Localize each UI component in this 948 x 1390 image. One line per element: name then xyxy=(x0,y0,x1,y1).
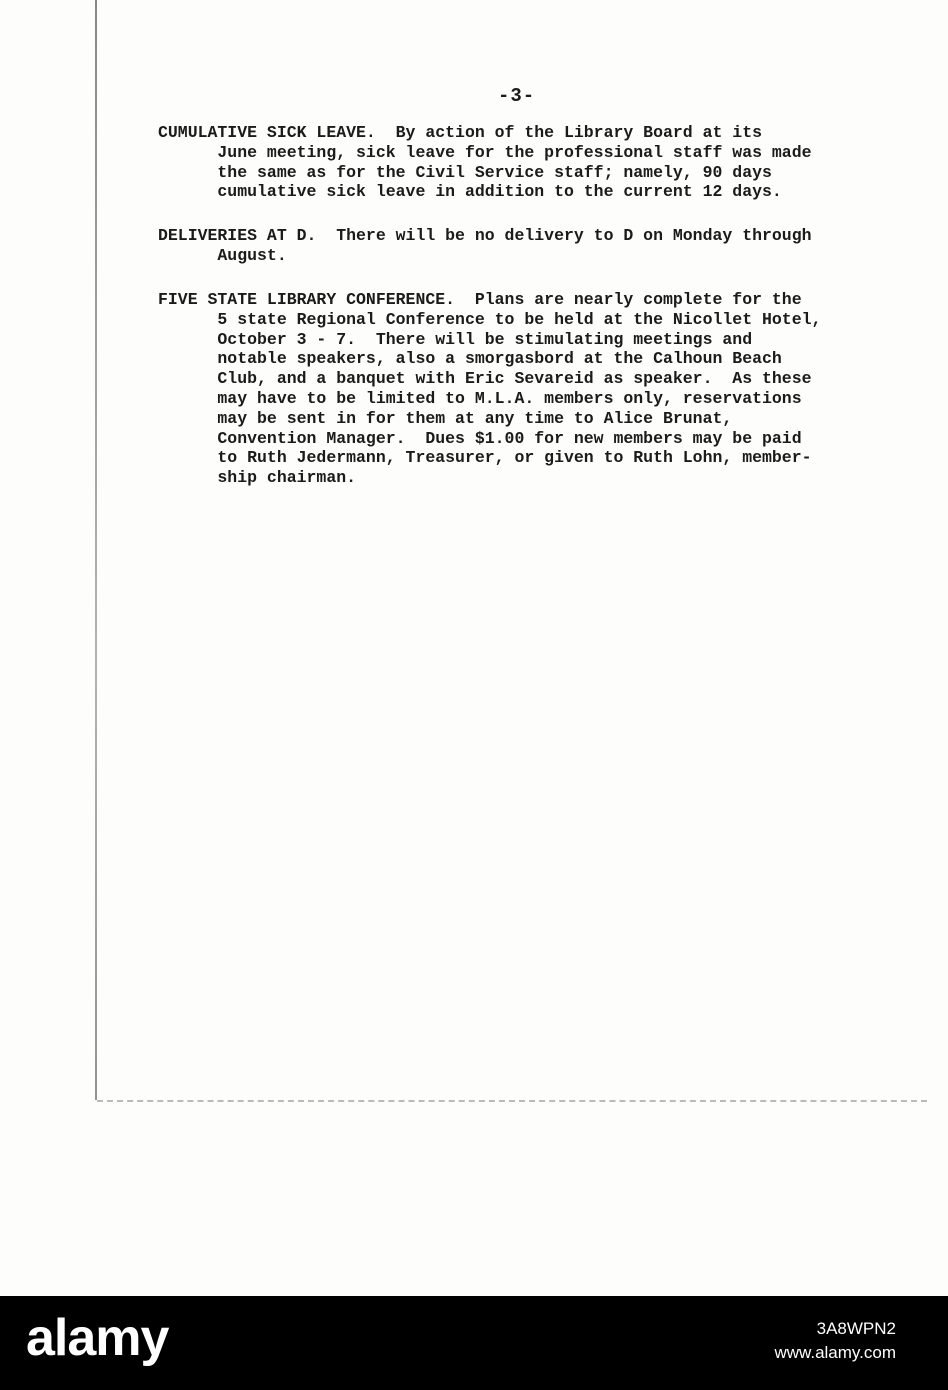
entry-line: October 3 - 7. There will be stimulating meetings and xyxy=(158,329,753,349)
entry-line: to Ruth Jedermann, Treasurer, or given to Ruth Lohn, member- xyxy=(158,448,812,468)
entry-line: August. xyxy=(158,245,287,265)
entry-line: notable speakers, also a smorgasbord at the Calhoun Beach xyxy=(158,349,782,369)
entry-line: 5 state Regional Conference to be held at the Nicollet Hotel, xyxy=(158,309,822,329)
entry-line: Convention Manager. Dues $1.00 for new members may be paid xyxy=(158,428,802,448)
bottom-margin-line xyxy=(97,1100,927,1102)
entry-line: Club, and a banquet with Eric Sevareid as speaker. As these xyxy=(158,369,812,389)
entry-line: June meeting, sick leave for the professional staff was made xyxy=(158,142,812,162)
page-number: -3- xyxy=(498,85,536,107)
entry-line: may have to be limited to M.L.A. members only, reservations xyxy=(158,388,802,408)
left-margin-line xyxy=(95,0,97,1100)
entry-five-state-conference xyxy=(158,290,821,488)
entry-cumulative-sick-leave xyxy=(158,123,812,202)
watermark-url: www.alamy.com xyxy=(774,1343,896,1362)
entry-line: the same as for the Civil Service staff; namely, 90 days xyxy=(158,162,772,182)
watermark-logo: alamy xyxy=(26,1309,169,1367)
entry-line: ship chairman. xyxy=(158,468,357,488)
entry-deliveries xyxy=(158,226,812,266)
entry-line: FIVE STATE LIBRARY CONFERENCE. Plans are nearly complete for the xyxy=(158,290,802,309)
image-id-label: 3A8WPN2 xyxy=(816,1319,896,1338)
entry-line: may be sent in for them at any time to Alice Brunat, xyxy=(158,408,733,428)
entry-line: CUMULATIVE SICK LEAVE. By action of the Library Board at its xyxy=(158,123,762,142)
entry-line: cumulative sick leave in addition to the current 12 days. xyxy=(158,182,782,202)
entry-line: DELIVERIES AT D. There will be no delivery to D on Monday through xyxy=(158,226,812,245)
